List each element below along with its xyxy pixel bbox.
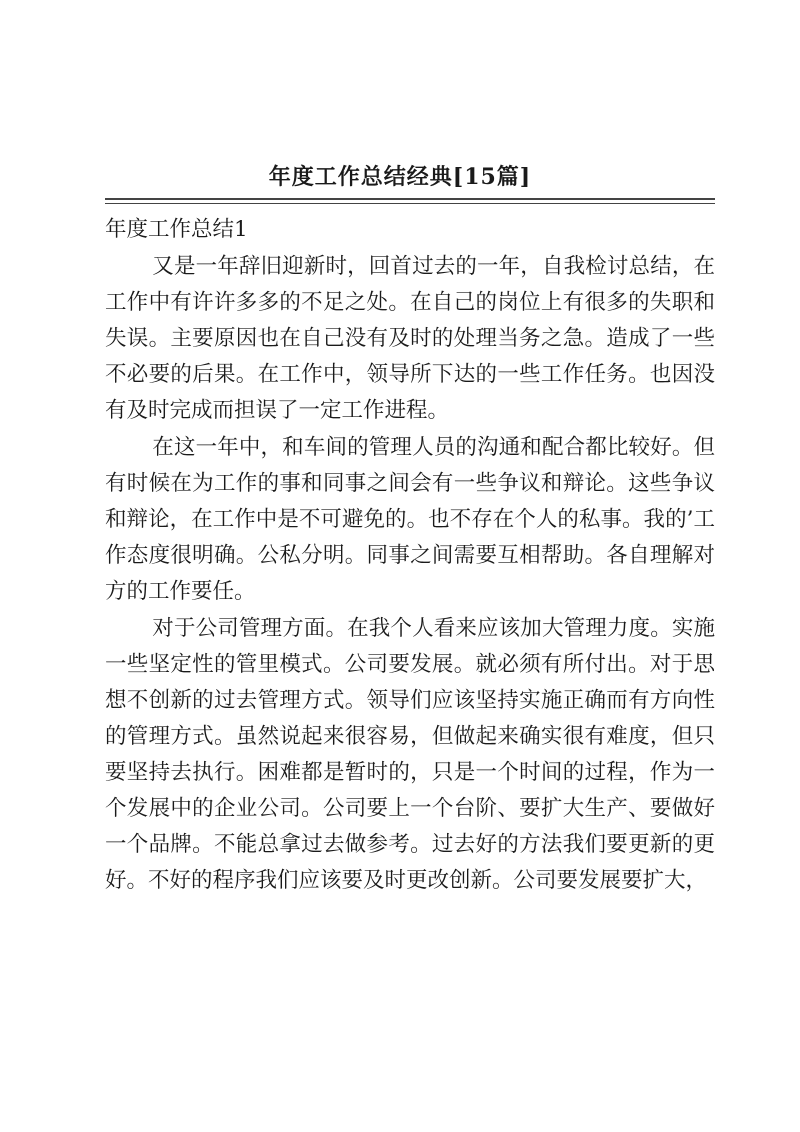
title-rule-thin bbox=[105, 203, 715, 204]
title-rule-thick bbox=[105, 198, 715, 200]
document-body bbox=[105, 212, 715, 900]
section-heading: 年度工作总结1 bbox=[105, 217, 248, 242]
paragraph-3: 对于公司管理方面。在我个人看来应该加大管理力度。实施一些坚定性的管里模式。公司要发展。就必须有所付出。对于思想不创新的过去管理方式。领导们应该坚持实施正确而有方向性的管理方式。虽然说起来很容易，但做起来确实很有难度，但只要坚持去执行。困难都是暂时的，只是一个时间的过程，作为一个发展中的企业公司。公司要上一个台阶、要扩大生产、要做好一个品牌。不能总拿过去做参考。过去好的方法我们要更新的更好。不好的程序我们应该要及时更改创新。公司要发展要扩大， bbox=[105, 616, 715, 893]
document-title: 年度工作总结经典[15篇] bbox=[268, 164, 532, 190]
paragraph-1: 又是一年辞旧迎新时，回首过去的一年，自我检讨总结，在工作中有许许多多的不足之处。在自己的岗位上有很多的失职和失误。主要原因也在自己没有及时的处理当务之急。造成了一些不必要的后果。在工作中，领导所下达的一些工作任务。也因没有及时完成而担误了一定工作进程。 bbox=[105, 254, 715, 423]
paragraph-2: 在这一年中，和车间的管理人员的沟通和配合都比较好。但有时候在为工作的事和同事之间会有一些争议和辩论。这些争议和辩论，在工作中是不可避免的。也不存在个人的私事。我的’工作态度很明确。公私分明。同事之间需要互相帮助。各自理解对方的工作要任。 bbox=[105, 435, 715, 604]
